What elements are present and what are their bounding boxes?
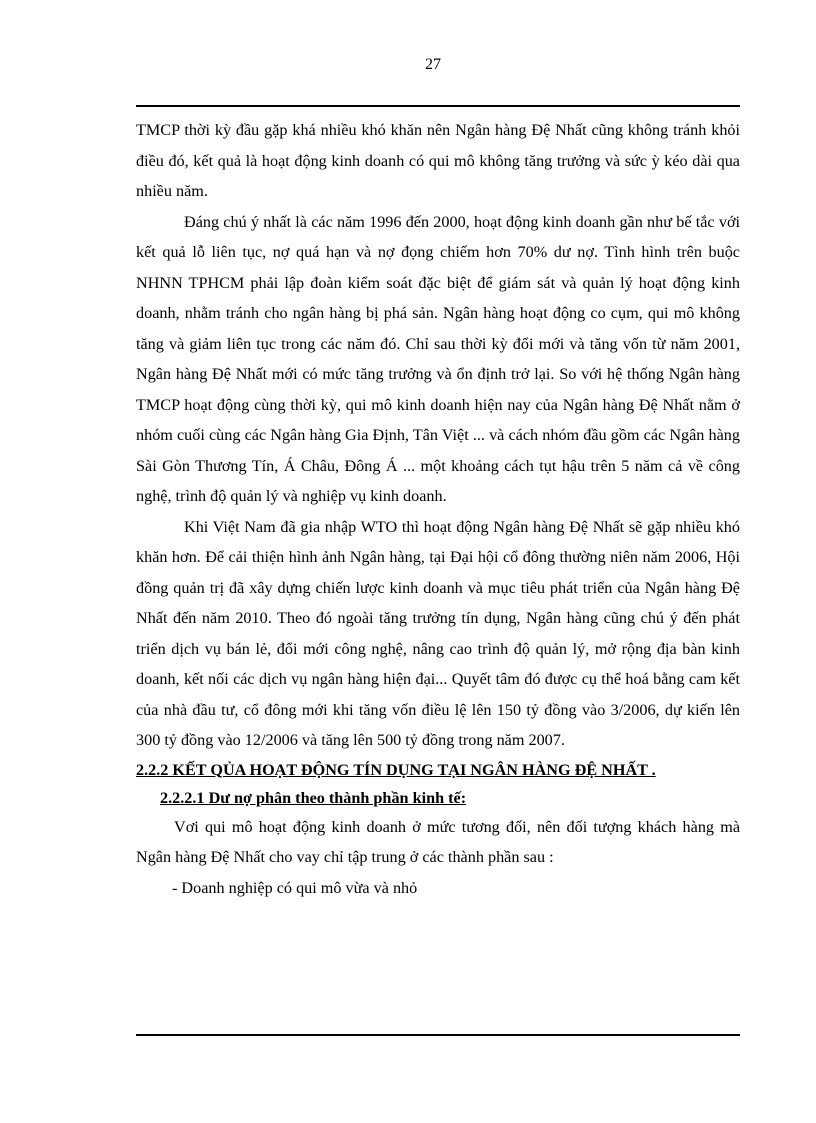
list-item: - Doanh nghiệp có qui mô vừa và nhỏ (172, 878, 418, 897)
page-body (136, 115, 740, 903)
section-heading: 2.2.2 KẾT QỦA HOẠT ĐỘNG TÍN DỤNG TẠI NGÂN HÀNG ĐỆ NHẤT . (136, 760, 656, 779)
subsection-heading: 2.2.2.1 Dư nợ phân theo thành phần kinh tế: (160, 788, 467, 807)
page-number: 27 (425, 56, 441, 73)
paragraph-1: TMCP thời kỳ đầu gặp khá nhiều khó khăn nên Ngân hàng Đệ Nhất cũng không tránh khỏi điều đó, kết quả là hoạt động kinh doanh có qui mô không tăng trưởng và sức ỳ kéo dài qua nhiều năm. (136, 121, 740, 200)
footer-rule (136, 1034, 740, 1036)
paragraph-3: Khi Việt Nam đã gia nhập WTO thì hoạt động Ngân hàng Đệ Nhất sẽ gặp nhiều khó khăn hơn. Để cải thiện hình ảnh Ngân hàng, tại Đại hội cổ đông thường niên năm 2006, Hội đồng quản trị đã xây dựng chiến lược kinh doanh và mục tiêu phát triển của Ngân hàng Đệ Nhất đến năm 2010. Theo đó ngoài tăng trưởng tín dụng, Ngân hàng cũng chú ý đến phát triển dịch vụ bán lẻ, đổi mới công nghệ, nâng cao trình độ quản lý, mở rộng địa bàn kinh doanh, kết nối các dịch vụ ngân hàng hiện đại... Quyết tâm đó được cụ thể hoá bằng cam kết của nhà đầu tư, cổ đông mới khi tăng vốn điều lệ lên 150 tỷ đồng vào 3/2006, dự kiến lên 300 tỷ đồng vào 12/2006 và tăng lên 500 tỷ đồng trong năm 2007. (136, 517, 740, 749)
paragraph-2: Đáng chú ý nhất là các năm 1996 đến 2000, hoạt động kinh doanh gần như bế tắc với kết quả lỗ liên tục, nợ quá hạn và nợ đọng chiếm hơn 70% dư nợ. Tình hình trên buộc NHNN TPHCM phải lập đoàn kiểm soát đặc biệt để giám sát và quản lý hoạt động kinh doanh, nhằm tránh cho ngân hàng bị phá sản. Ngân hàng hoạt động co cụm, qui mô không tăng và giảm liên tục trong các năm đó. Chỉ sau thời kỳ đổi mới và tăng vốn từ năm 2001, Ngân hàng Đệ Nhất mới có mức tăng trưởng và ổn định trở lại. So với hệ thống Ngân hàng TMCP hoạt động cùng thời kỳ, qui mô kinh doanh hiện nay của Ngân hàng Đệ Nhất nằm ở nhóm cuối cùng các Ngân hàng Gia Định, Tân Việt ... và cách nhóm đầu gồm các Ngân hàng Sài Gòn Thương Tín, Á Châu, Đông Á ... một khoảng cách tụt hậu trên 5 năm cả về công nghệ, trình độ quản lý và nghiệp vụ kinh doanh. (136, 212, 740, 505)
header-rule (136, 105, 740, 107)
paragraph-4: Vơi qui mô hoạt động kinh doanh ở mức tương đối, nên đối tượng khách hàng mà Ngân hàng Đệ Nhất cho vay chỉ tập trung ở các thành phần sau : (136, 817, 740, 866)
